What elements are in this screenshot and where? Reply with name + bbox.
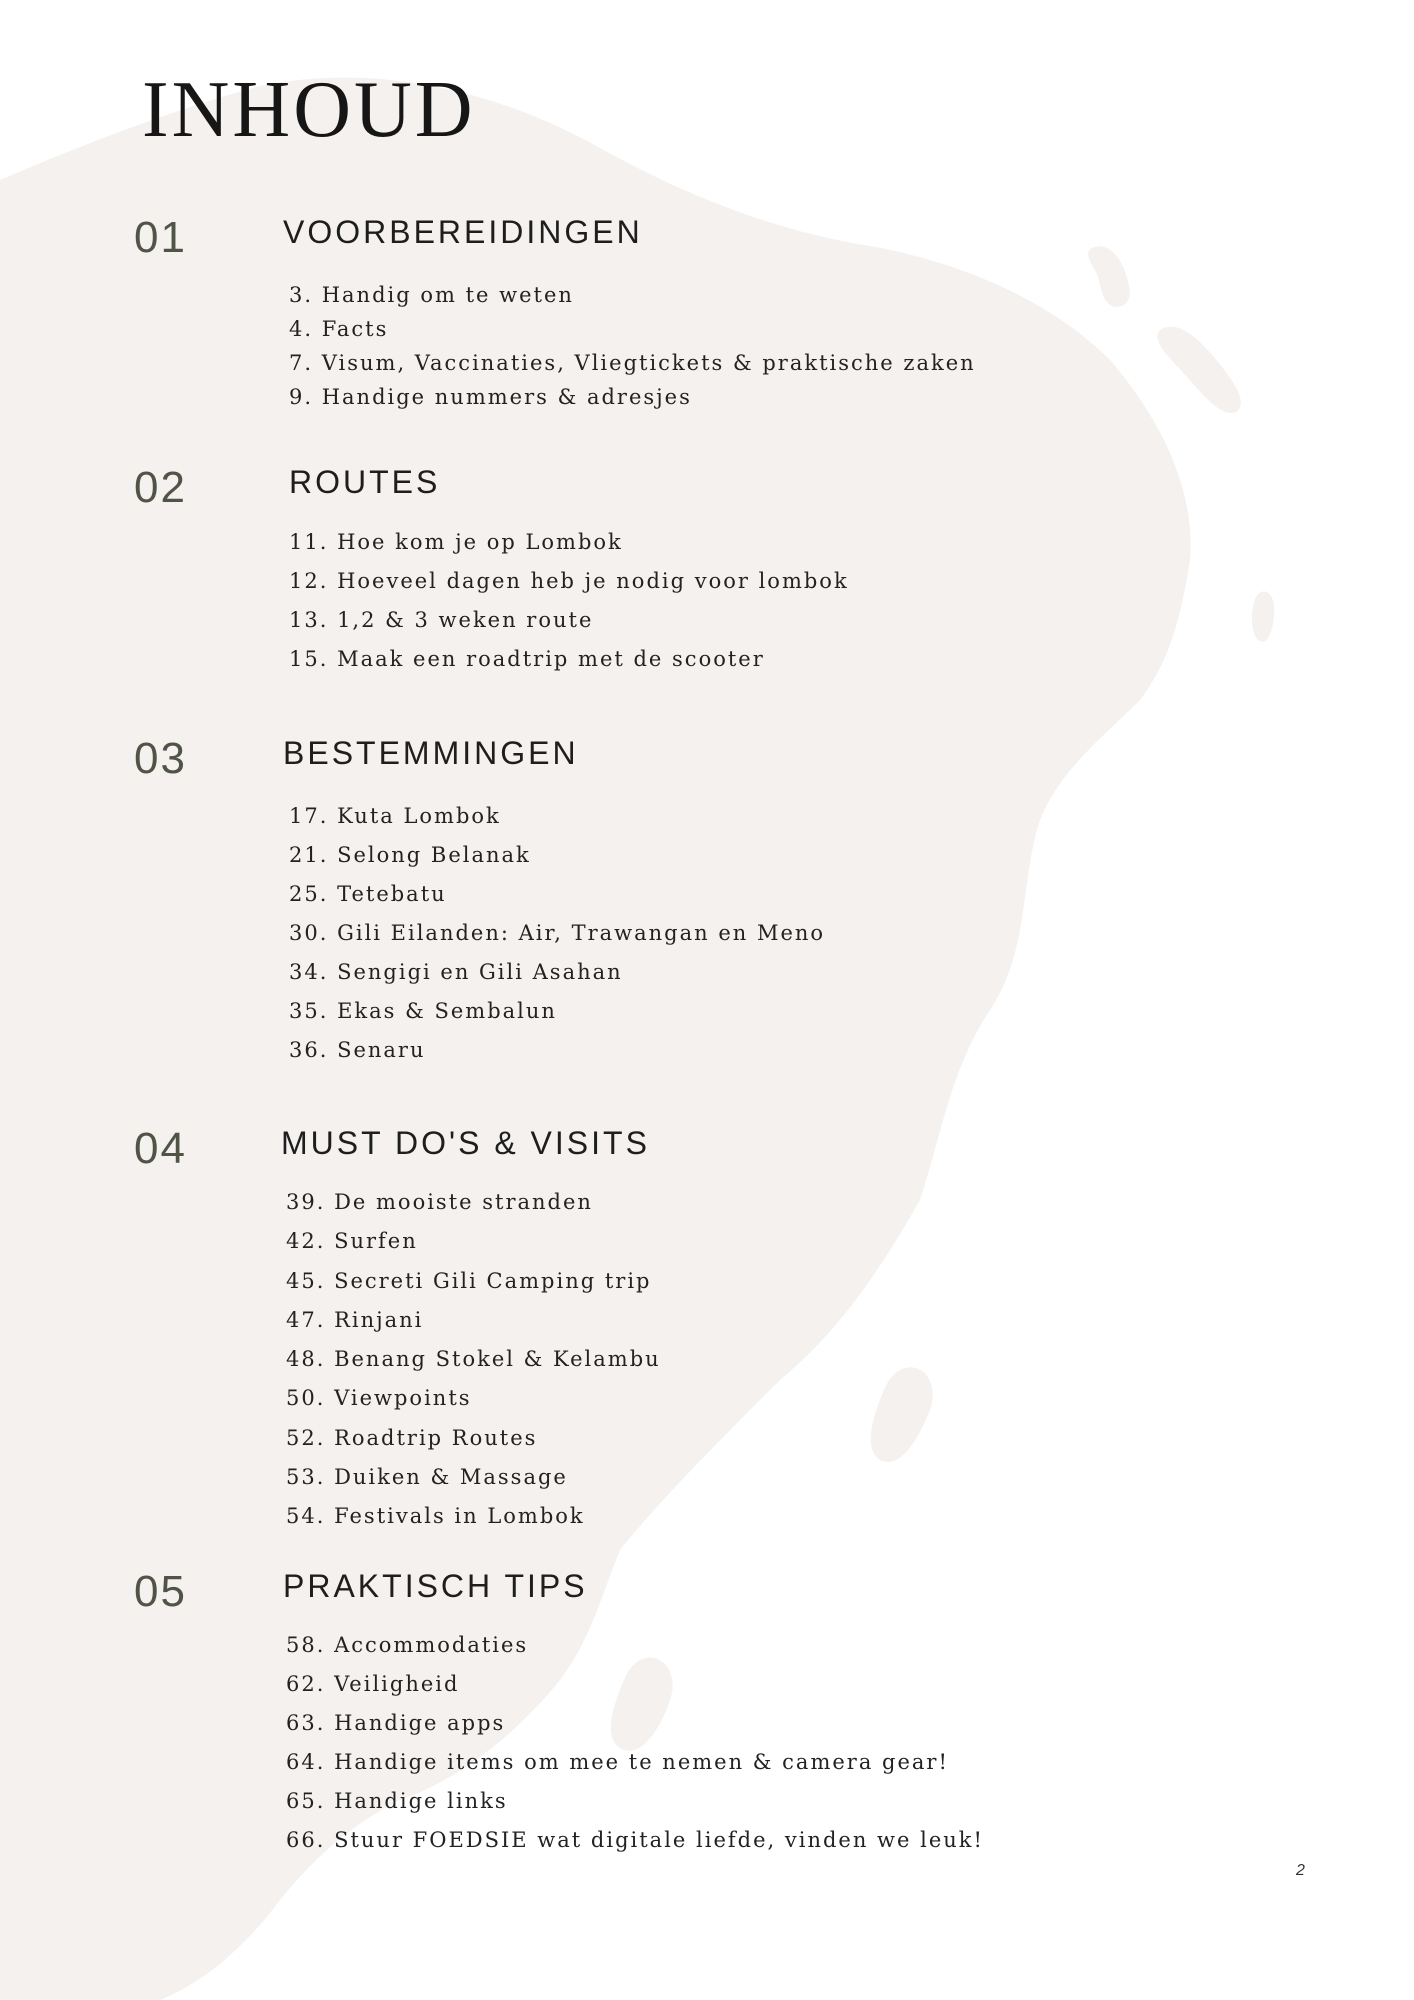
toc-item[interactable]: 3. Handig om te weten: [289, 283, 574, 307]
page-number: 2: [1296, 1862, 1305, 1879]
toc-item[interactable]: 50. Viewpoints: [286, 1386, 472, 1411]
toc-item[interactable]: 62. Veiligheid: [286, 1672, 460, 1696]
toc-item[interactable]: 15. Maak een roadtrip met de scooter: [289, 647, 765, 671]
toc-item[interactable]: 54. Festivals in Lombok: [286, 1504, 585, 1529]
toc-item[interactable]: 30. Gili Eilanden: Air, Trawangan en Meno: [289, 921, 826, 945]
toc-item[interactable]: 12. Hoeveel dagen heb je nodig voor lombok: [289, 569, 849, 593]
toc-item[interactable]: 34. Sengigi en Gili Asahan: [289, 960, 623, 984]
toc-item[interactable]: 65. Handige links: [286, 1789, 508, 1813]
toc-item[interactable]: 9. Handige nummers & adresjes: [289, 385, 692, 409]
section-items: [289, 797, 825, 1070]
toc-item[interactable]: 25. Tetebatu: [289, 882, 447, 906]
section-title: MUST DO'S & VISITS: [281, 1125, 650, 1161]
toc-item[interactable]: 21. Selong Belanak: [289, 843, 531, 867]
toc-item[interactable]: 58. Accommodaties: [286, 1633, 529, 1657]
section-items: [289, 278, 976, 414]
toc-item[interactable]: 45. Secreti Gili Camping trip: [286, 1268, 652, 1293]
toc-item[interactable]: 52. Roadtrip Routes: [286, 1425, 538, 1450]
section-items: [289, 523, 849, 679]
toc-item[interactable]: 13. 1,2 & 3 weken route: [289, 608, 594, 632]
toc-item[interactable]: 17. Kuta Lombok: [289, 804, 501, 828]
section-number: 01: [134, 213, 187, 262]
section-number: 04: [134, 1124, 187, 1173]
toc-item[interactable]: 48. Benang Stokel & Kelambu: [286, 1347, 661, 1372]
section-number: 05: [134, 1567, 187, 1616]
section-title: PRAKTISCH TIPS: [283, 1568, 588, 1604]
toc-item[interactable]: 36. Senaru: [289, 1038, 426, 1062]
toc-item[interactable]: 63. Handige apps: [286, 1711, 506, 1735]
section-title: VOORBEREIDINGEN: [283, 214, 643, 250]
toc-item[interactable]: 11. Hoe kom je op Lombok: [289, 530, 623, 554]
toc-item[interactable]: 39. De mooiste stranden: [286, 1190, 593, 1214]
section-items: [286, 1183, 661, 1537]
toc-item[interactable]: 66. Stuur FOEDSIE wat digitale liefde, vinden we leuk!: [286, 1828, 984, 1852]
section-number: 02: [134, 463, 187, 512]
toc-item[interactable]: 42. Surfen: [286, 1229, 418, 1254]
toc-item[interactable]: 35. Ekas & Sembalun: [289, 999, 557, 1023]
toc-item[interactable]: 7. Visum, Vaccinaties, Vliegtickets & praktische zaken: [289, 351, 976, 375]
section-number: 03: [134, 734, 187, 783]
section-items: [286, 1626, 984, 1860]
toc-item[interactable]: 64. Handige items om mee te nemen & camera gear!: [286, 1750, 949, 1774]
page-title: INHOUD: [142, 66, 476, 154]
toc-item[interactable]: 4. Facts: [289, 317, 389, 341]
section-title: ROUTES: [289, 464, 441, 500]
toc-item[interactable]: 53. Duiken & Massage: [286, 1465, 568, 1490]
section-title: BESTEMMINGEN: [283, 735, 579, 771]
toc-item[interactable]: 47. Rinjani: [286, 1307, 424, 1332]
